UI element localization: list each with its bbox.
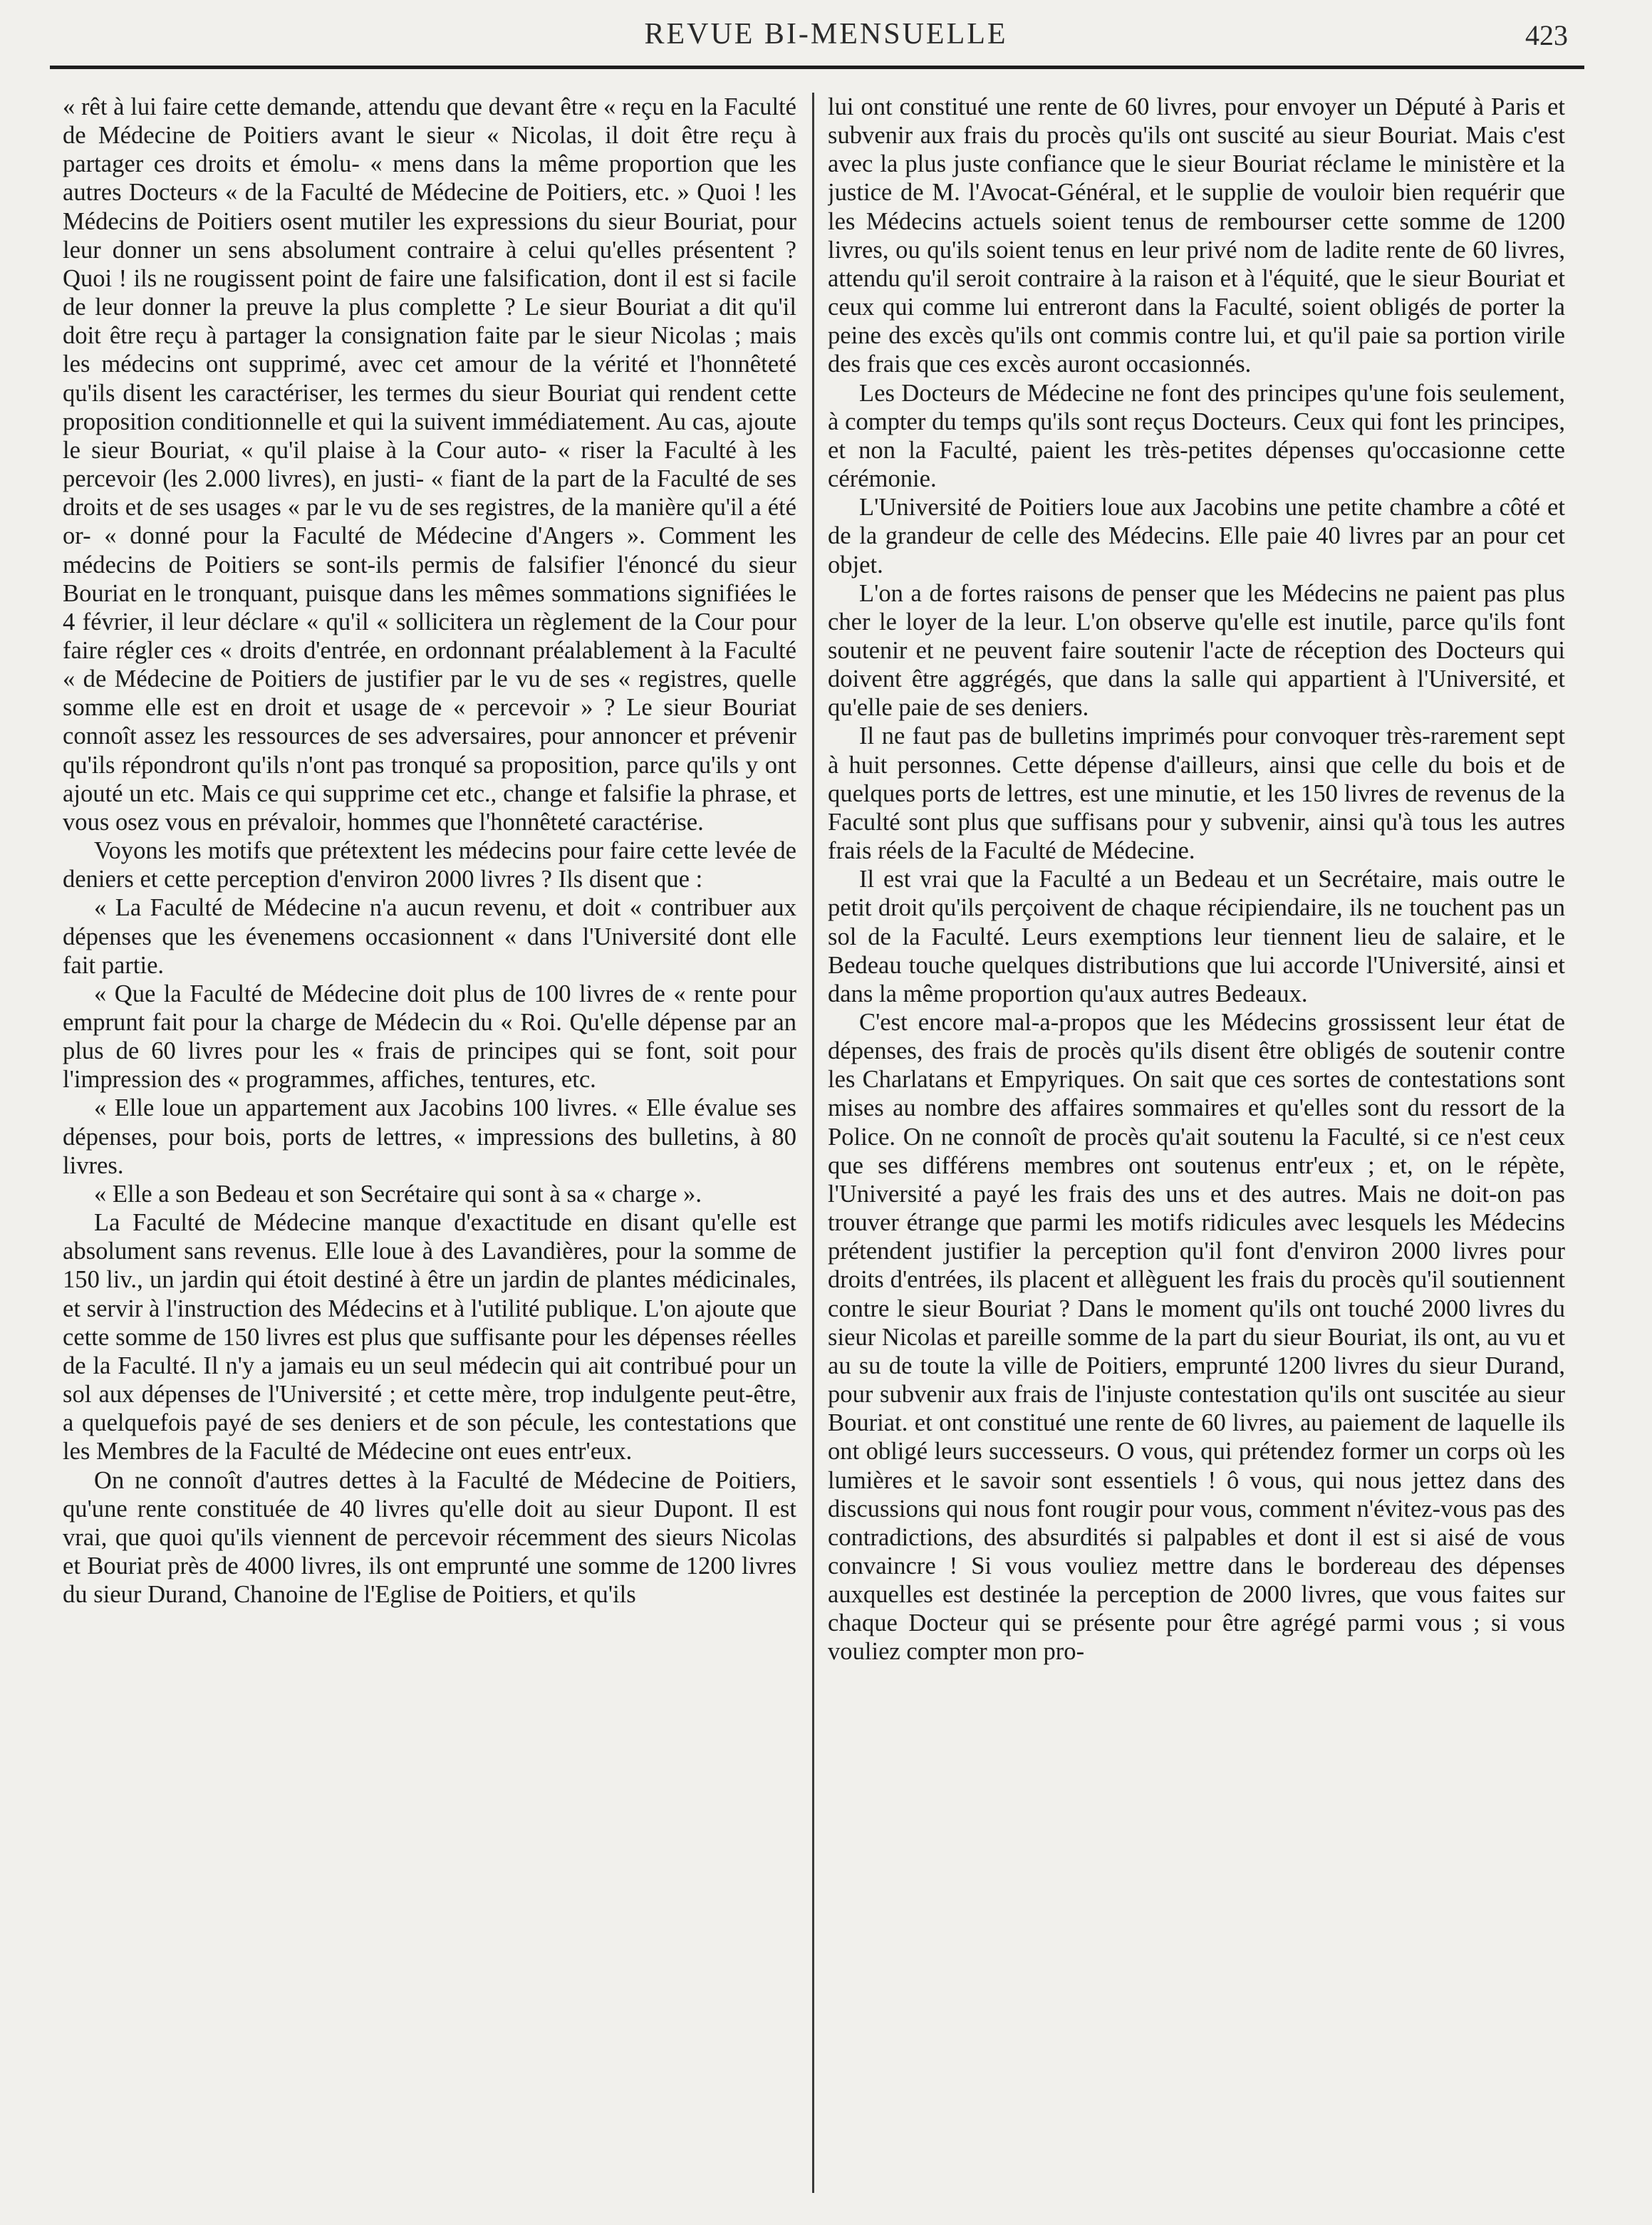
paragraph: Les Docteurs de Médecine ne font des principes qu'une fois seulement, à compter du temps qu'ils sont reçus Docteurs. Ceux qui font les principes, et non la Faculté, paient les très-petites dépenses qu'occasionne cette cérémonie. <box>828 379 1565 493</box>
page-number: 423 <box>1525 19 1568 51</box>
paragraph: Il est vrai que la Faculté a un Bedeau et un Secrétaire, mais outre le petit droit qu'ils perçoivent de chaque récipiendaire, ils ne touchent pas un sol de la Faculté. Leurs exemptions leur tiennent lieu de salaire, et le Bedeau touche quelques distributions que lui accorde l'Université, ainsi et dans la même proportion qu'aux autres Bedeaux. <box>828 866 1565 1007</box>
paragraph: « Que la Faculté de Médecine doit plus de 100 livres de « rente pour emprunt fait pour la charge de Médecin du « Roi. Qu'elle dépense par an plus de 60 livres pour les « frais de principes qui se font, soit pour l'impression des « programmes, affiches, tentures, etc. <box>63 980 796 1094</box>
paragraph: C'est encore mal-a-propos que les Médecins grossissent leur état de dépenses, des frais de procès qu'ils disent être obligés de soutenir contre les Charlatans et Empyriques. On sait que ces sortes de contestations sont mises au nombre des affaires sommaires et qu'elles sont du ressort de la Police. On ne connoît de procès qu'ait soutenu la Faculté, si ce n'est ceux que ses différens membres ont soutenus entr'eux ; et, on le répète, l'Université a payé les frais des uns et des autres. Mais ne doit-on pas trouver étrange que parmi les motifs ridicules avec lesquels les Médecins prétendent justifier la perception qu'il font d'environ 2000 livres pour droits d'entrées, ils placent et allèguent les frais du procès qu'il soutiennent contre le sieur Bouriat ? Dans le moment qu'ils ont touché 2000 livres du sieur Nicolas et pareille somme de la part du sieur Bouriat, ils ont, au vu et au su de toute la ville de Poitiers, emprunté 1200 livres du sieur Durand, pour subvenir aux frais de l'injuste contestation qu'ils ont suscitée au sieur Bouriat. et ont constitué une rente de 60 livres, au paiement de laquelle ils ont obligé leurs successeurs. O vous, qui prétendez former un corps où les lumières et le savoir sont essentiels ! ô vous, qui nous jettez dans des discussions qui nous font rougir pour vous, comment n'évitez-vous pas des contradictions, des absurdités si palpables et dont il est si aisé de vous convaincre ! Si vous vouliez mettre dans le bordereau des dépenses auxquelles est destinée la perception de 2000 livres, que vous faites sur chaque Docteur qui se présente pour être agrégé parmi vous ; si vous vouliez compter mon pro- <box>828 1009 1565 1666</box>
paragraph: L'on a de fortes raisons de penser que les Médecins ne paient pas plus cher le loyer de la leur. L'on observe qu'elle est inutile, parce qu'ils font soutenir et ne peuvent faire soutenir l'acte de réception des Docteurs qui doivent être aggrégés, que dans la salle qui appartient à l'Université, et qu'elle paie de ses deniers. <box>828 579 1565 722</box>
header-rule <box>50 66 1584 69</box>
paragraph: On ne connoît d'autres dettes à la Faculté de Médecine de Poitiers, qu'une rente constituée de 40 livres qu'elle doit au sieur Dupont. Il est vrai, que quoi qu'ils viennent de percevoir récemment des sieurs Nicolas et Bouriat près de 4000 livres, ils ont emprunté une somme de 1200 livres du sieur Durand, Chanoine de l'Eglise de Poitiers, et qu'ils <box>63 1466 796 1609</box>
paragraph: L'Université de Poitiers loue aux Jacobins une petite chambre a côté et de la grandeur de celle des Médecins. Elle paie 40 livres par an pour cet objet. <box>828 494 1565 579</box>
paragraph: Voyons les motifs que prétextent les médecins pour faire cette levée de deniers et cette perception d'environ 2000 livres ? Ils disent que : <box>63 837 796 893</box>
running-header-title: REVUE BI-MENSUELLE <box>644 18 1008 51</box>
right-column <box>828 93 1565 2194</box>
paragraph: « Elle a son Bedeau et son Secrétaire qui sont à sa « charge ». <box>94 1180 702 1208</box>
paragraph: « rêt à lui faire cette demande, attendu que devant être « reçu en la Faculté de Médecine de Poitiers avant le sieur « Nicolas, il doit être reçu à partager ces droits et émolu- « mens dans la même proportion que les autres Docteurs « de la Faculté de Médecine de Poitiers, etc. » Quoi ! les Médecins de Poitiers osent mutiler les expressions du sieur Bouriat, pour leur donner un sens absolument contraire à celui qu'elles présentent ? Quoi ! ils ne rougissent point de faire une falsification, dont il est si facile de leur donner la preuve la plus complette ? Le sieur Bouriat a dit qu'il doit être reçu à partager la consignation faite par le sieur Nicolas ; mais les médecins ont supprimé, avec cet amour de la vérité et l'honnêteté qu'ils disent les caractériser, les termes du sieur Bouriat qui rendent cette proposition conditionnelle et qui la suivent immédiatement. Au cas, ajoute le sieur Bouriat, « qu'il plaise à la Cour auto- « riser la Faculté à les percevoir (les 2.000 livres), en justi- « fiant de la part de la Faculté de ses droits et de ses usages « par le vu de ses registres, de la manière qu'il a été or- « donné pour la Faculté de Médecine d'Angers ». Comment les médecins de Poitiers se sont-ils permis de falsifier l'énoncé du sieur Bouriat en le tronquant, puisque dans les mêmes sommations signifiées le 4 février, il leur déclare « qu'il « sollicitera un règlement de la Cour pour faire régler ces « droits d'entrée, en ordonnant préalablement à la Faculté « de Médecine de Poitiers de justifier par le vu de ses « registres, quelle somme elle est en droit et usage de « percevoir » ? Le sieur Bouriat connoît assez les ressources de ses adversaires, pour annoncer et prévenir qu'ils répondront qu'ils n'ont pas tronqué sa proposition, parce qu'ils y ont ajouté un etc. Mais ce qui supprime cet etc., change et falsifie la phrase, et vous osez vous en prévaloir, hommes que l'honnêteté caractérise. <box>63 93 796 836</box>
left-column <box>63 93 796 2194</box>
column-divider <box>812 93 814 2193</box>
paragraph: La Faculté de Médecine manque d'exactitude en disant qu'elle est absolument sans revenus. Elle loue à des Lavandières, pour la somme de 150 liv., un jardin qui étoit destiné à être un jardin de plantes médicinales, et servir à l'instruction des Médecins et à l'utilité publique. L'on ajoute que cette somme de 150 livres est plus que suffisante pour les dépenses réelles de la Faculté. Il n'y a jamais eu un seul médecin qui ait contribué pour un sol aux dépenses de l'Université ; et cette mère, trop indulgente peut-être, a quelquefois payé de ses deniers et de son pécule, les contestations que les Membres de la Faculté de Médecine ont eues entr'eux. <box>63 1209 796 1466</box>
paragraph: « La Faculté de Médecine n'a aucun revenu, et doit « contribuer aux dépenses que les évenemens occasionnent « dans l'Université dont elle fait partie. <box>63 894 796 979</box>
paragraph: Il ne faut pas de bulletins imprimés pour convoquer très-rarement sept à huit personnes. Cette dépense d'ailleurs, ainsi que celle du bois et de quelques ports de lettres, est une minutie, et les 150 livres de revenus de la Faculté sont plus que suffisans pour y subvenir, ainsi qu'à tous les autres frais réels de la Faculté de Médecine. <box>828 722 1565 865</box>
paragraph: lui ont constitué une rente de 60 livres, pour envoyer un Député à Paris et subvenir aux frais du procès qu'ils ont suscité au sieur Bouriat. Mais c'est avec la plus juste confiance que le sieur Bouriat réclame le ministère et la justice de M. l'Avocat-Général, et le supplie de vouloir bien requérir que les Médecins actuels soient tenus de rembourser cette somme de 1200 livres, ou qu'ils soient tenus en leur privé nom de ladite rente de 60 livres, attendu qu'il seroit contraire à la raison et à l'équité, que le sieur Bouriat et ceux qui comme lui entreront dans la Faculté, soient obligés de porter la peine des excès qu'ils ont commis contre lui, et qu'il paie sa portion virile des frais que ces excès auront occasionnés. <box>828 93 1565 378</box>
paragraph: « Elle loue un appartement aux Jacobins 100 livres. « Elle évalue ses dépenses, pour bois, ports de lettres, « impressions des bulletins, à 80 livres. <box>63 1094 796 1179</box>
